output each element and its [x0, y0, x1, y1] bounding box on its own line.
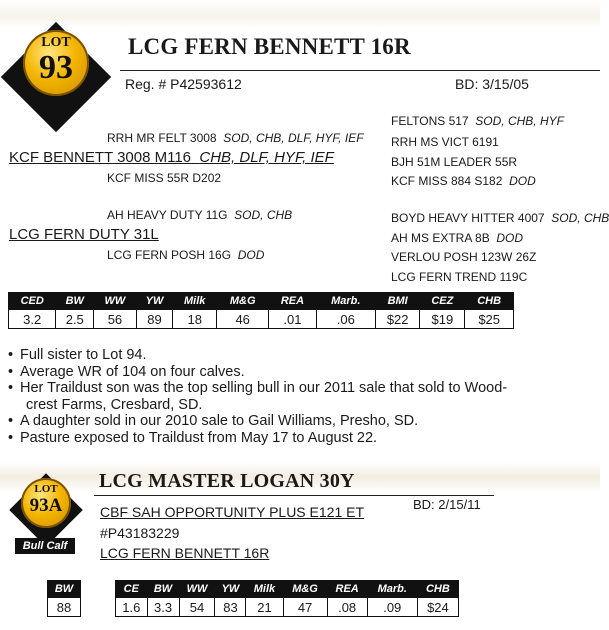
- pedigree-right-6: AH MS EXTRA 8B DOD: [391, 231, 524, 245]
- epd-header-row: [9, 293, 514, 310]
- epd-header: YW: [215, 581, 246, 598]
- epd-header: CE: [116, 581, 148, 598]
- epd-value: 1.6: [116, 598, 148, 617]
- epd-value: 18: [173, 310, 217, 329]
- pedigree-right-2: RRH MS VICT 6191: [391, 135, 499, 149]
- epd-value: 89: [136, 310, 173, 329]
- epd-value: $24: [417, 598, 458, 617]
- bw-value: 88: [48, 598, 81, 617]
- lot-number: 93: [39, 49, 73, 86]
- pedigree-right-7: VERLOU POSH 123W 26Z: [391, 250, 537, 264]
- epd-header: BMI: [375, 293, 419, 310]
- pedigree-sire-dam: KCF MISS 55R D202: [107, 171, 222, 185]
- epd-value: .09: [367, 598, 417, 617]
- title-rule: [120, 70, 600, 71]
- epd-header: WW: [179, 581, 215, 598]
- lot-number: 93A: [29, 495, 63, 516]
- bw-header: BW: [48, 581, 81, 598]
- epd-value: 3.2: [9, 310, 56, 329]
- notes-list: [8, 347, 568, 446]
- epd-header: Marb.: [316, 293, 375, 310]
- epd-value: 54: [179, 598, 215, 617]
- pedigree-right-1: FELTONS 517 SOD, CHB, HYF: [391, 114, 564, 128]
- epd-value: .06: [316, 310, 375, 329]
- epd-header: BW: [147, 581, 179, 598]
- pedigree-right-5: BOYD HEAVY HITTER 4007 SOD, CHB: [391, 211, 609, 225]
- epd-value: 83: [215, 598, 246, 617]
- epd-header: M&G: [283, 581, 327, 598]
- lot-label: LOT: [34, 483, 58, 495]
- epd-value: 56: [94, 310, 137, 329]
- note-item: • Pasture exposed to Traildust from May 17 to August 22.: [8, 430, 568, 447]
- epd-header: Milk: [173, 293, 217, 310]
- lot-badge-medal: [21, 478, 71, 528]
- epd-value: 21: [246, 598, 283, 617]
- registration-number: #P43183229: [100, 525, 180, 541]
- epd-header-row: [116, 581, 459, 598]
- note-item-continued: crest Farms, Cresbard, SD.: [26, 396, 203, 413]
- epd-value: 46: [217, 310, 269, 329]
- dam-name: LCG FERN BENNETT 16R: [100, 545, 270, 561]
- note-item: • Her Traildust son was the top selling bull in our 2011 sale that sold to Wood-: [8, 380, 568, 397]
- animal-name: LCG FERN BENNETT 16R: [128, 34, 411, 59]
- pedigree-right-8: LCG FERN TREND 119C: [391, 270, 528, 284]
- epd-header: CEZ: [420, 293, 465, 310]
- epd-header: M&G: [217, 293, 269, 310]
- epd-header: REA: [327, 581, 367, 598]
- pedigree-right-3: BJH 51M LEADER 55R: [391, 155, 518, 169]
- birth-weight-table: [47, 580, 81, 617]
- epd-value: $22: [375, 310, 419, 329]
- epd-value-row: [9, 310, 514, 329]
- pedigree-sire: KCF BENNETT 3008 M116 CHB, DLF, HYF, IEF: [9, 149, 334, 166]
- epd-value: 3.3: [147, 598, 179, 617]
- epd-value: .01: [269, 310, 316, 329]
- bull-calf-banner: Bull Calf: [15, 538, 75, 554]
- epd-value-row: [116, 598, 459, 617]
- note-item: • Average WR of 104 on four calves.: [8, 364, 568, 381]
- note-item: • A daughter sold in our 2010 sale to Gail Williams, Presho, SD.: [8, 413, 568, 430]
- pedigree-sire-sire: RRH MR FELT 3008 SOD, CHB, DLF, HYF, IEF: [107, 131, 364, 145]
- epd-header: Marb.: [367, 581, 417, 598]
- epd-table: [8, 292, 514, 329]
- animal-name: LCG MASTER LOGAN 30Y: [99, 470, 355, 492]
- registration-number: Reg. # P42593612: [125, 76, 242, 92]
- top-band: [0, 0, 600, 28]
- note-item: • Full sister to Lot 94.: [8, 347, 568, 364]
- title-rule: [94, 495, 494, 496]
- epd-value: .08: [327, 598, 367, 617]
- epd-header: BW: [56, 293, 94, 310]
- birth-date: BD: 3/15/05: [455, 76, 529, 92]
- epd-header: YW: [136, 293, 173, 310]
- epd-value: $25: [465, 310, 514, 329]
- epd-value: $19: [420, 310, 465, 329]
- sire-name: CBF SAH OPPORTUNITY PLUS E121 ET: [100, 504, 365, 520]
- epd-header: CED: [9, 293, 56, 310]
- pedigree-dam: LCG FERN DUTY 31L: [9, 226, 159, 243]
- lot-label: LOT: [41, 35, 71, 50]
- epd-header: REA: [269, 293, 316, 310]
- pedigree-dam-sire: AH HEAVY DUTY 11G SOD, CHB: [107, 208, 293, 222]
- epd-header: CHB: [465, 293, 514, 310]
- epd-table: [115, 580, 459, 617]
- pedigree-dam-dam: LCG FERN POSH 16G DOD: [107, 248, 265, 262]
- epd-value: 47: [283, 598, 327, 617]
- epd-header: Milk: [246, 581, 283, 598]
- birth-date: BD: 2/15/11: [413, 497, 481, 512]
- epd-header: CHB: [417, 581, 458, 598]
- epd-value: 2.5: [56, 310, 94, 329]
- lot-badge-medal: [23, 30, 89, 96]
- pedigree-right-4: KCF MISS 884 S182 DOD: [391, 174, 536, 188]
- epd-header: WW: [94, 293, 137, 310]
